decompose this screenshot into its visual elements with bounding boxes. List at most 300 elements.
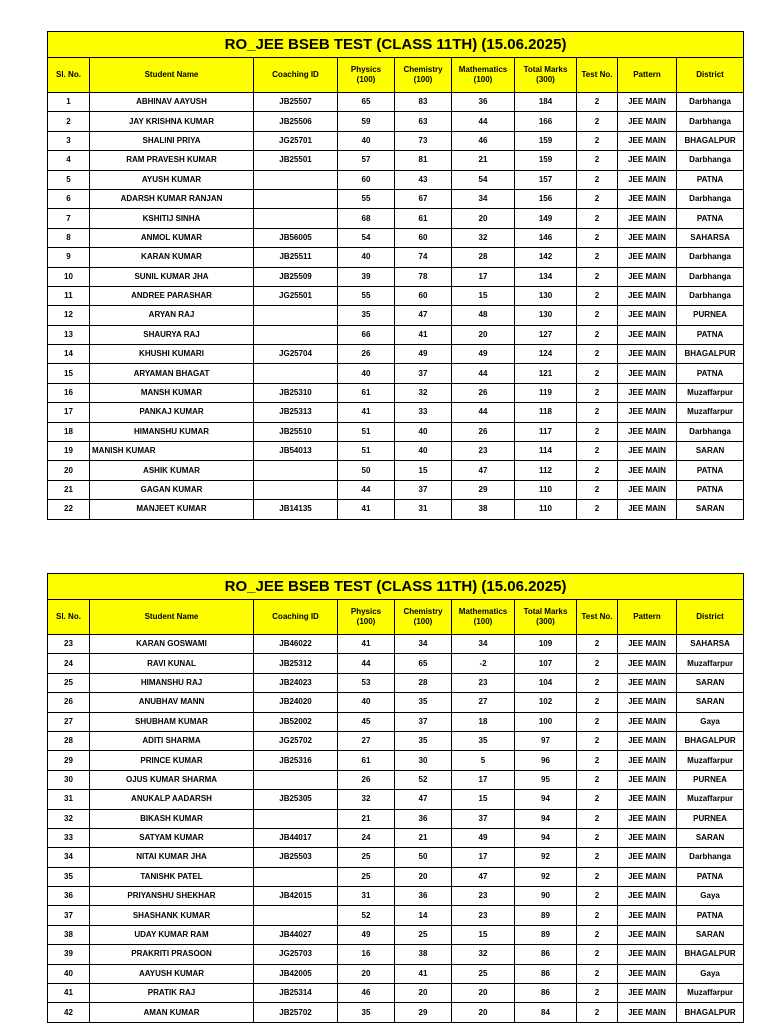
student-name-cell: ARYAMAN BHAGAT <box>90 364 254 383</box>
mathematics-cell: 46 <box>452 131 515 150</box>
physics-cell: 26 <box>338 345 395 364</box>
test-no-cell: 2 <box>577 248 618 267</box>
chemistry-cell: 14 <box>395 906 452 925</box>
table-row <box>48 131 744 150</box>
physics-cell: 35 <box>338 1003 395 1022</box>
physics-cell: 51 <box>338 422 395 441</box>
test-no-cell: 2 <box>577 984 618 1003</box>
table-row <box>48 345 744 364</box>
sl-no-cell: 13 <box>48 325 90 344</box>
coaching-id-cell: JB25511 <box>254 248 338 267</box>
district-cell: PATNA <box>677 906 744 925</box>
pattern-cell: JEE MAIN <box>618 945 677 964</box>
chemistry-cell: 67 <box>395 189 452 208</box>
table-row <box>48 828 744 847</box>
student-name-cell: SATYAM KUMAR <box>90 828 254 847</box>
district-cell: Darbhanga <box>677 286 744 305</box>
chemistry-cell: 21 <box>395 828 452 847</box>
pattern-cell: JEE MAIN <box>618 345 677 364</box>
sl-no-cell: 32 <box>48 809 90 828</box>
table-row <box>48 209 744 228</box>
coaching-id-cell <box>254 364 338 383</box>
mathematics-header: Mathematics (100) <box>452 58 515 93</box>
mathematics-cell: 44 <box>452 364 515 383</box>
table-row <box>48 731 744 750</box>
pattern-cell: JEE MAIN <box>618 189 677 208</box>
table-row <box>48 848 744 867</box>
coaching-id-cell: JB25509 <box>254 267 338 286</box>
pattern-cell: JEE MAIN <box>618 1003 677 1022</box>
table-row <box>48 93 744 112</box>
table-row <box>48 712 744 731</box>
test-no-cell: 2 <box>577 906 618 925</box>
mathematics-cell: 49 <box>452 345 515 364</box>
table-row <box>48 189 744 208</box>
district-cell: BHAGALPUR <box>677 345 744 364</box>
district-cell: PURNEA <box>677 770 744 789</box>
chemistry-cell: 15 <box>395 461 452 480</box>
sl-no-cell: 33 <box>48 828 90 847</box>
table-row <box>48 654 744 673</box>
table-row <box>48 887 744 906</box>
table-row <box>48 984 744 1003</box>
test-no-cell: 2 <box>577 131 618 150</box>
district-cell: Darbhanga <box>677 848 744 867</box>
table-row <box>48 461 744 480</box>
district-cell: PATNA <box>677 170 744 189</box>
coaching-id-cell: JB25316 <box>254 751 338 770</box>
student-name-cell: MANISH KUMAR <box>90 442 254 461</box>
total-marks-header: Total Marks (300) <box>515 58 577 93</box>
student-name-cell: ANMOL KUMAR <box>90 228 254 247</box>
pattern-cell: JEE MAIN <box>618 422 677 441</box>
coaching-id-cell <box>254 480 338 499</box>
test-no-cell: 2 <box>577 170 618 189</box>
coaching-id-cell <box>254 461 338 480</box>
district-header: District <box>677 58 744 93</box>
sl-no-header: Sl. No. <box>48 58 90 93</box>
total-marks-cell: 94 <box>515 809 577 828</box>
table-body <box>48 93 744 520</box>
sl-no-cell: 11 <box>48 286 90 305</box>
chemistry-cell: 47 <box>395 790 452 809</box>
district-cell: PURNEA <box>677 809 744 828</box>
district-cell: Darbhanga <box>677 189 744 208</box>
coaching-id-cell: JB56005 <box>254 228 338 247</box>
test-no-cell: 2 <box>577 635 618 654</box>
table-row <box>48 906 744 925</box>
physics-cell: 41 <box>338 500 395 519</box>
pattern-cell: JEE MAIN <box>618 635 677 654</box>
chemistry-cell: 36 <box>395 809 452 828</box>
coaching-id-cell: JB25503 <box>254 848 338 867</box>
physics-cell: 21 <box>338 809 395 828</box>
coaching-id-header: Coaching ID <box>254 58 338 93</box>
district-cell: Gaya <box>677 712 744 731</box>
district-cell: PATNA <box>677 209 744 228</box>
student-name-cell: KHUSHI KUMARI <box>90 345 254 364</box>
district-cell: SAHARSA <box>677 228 744 247</box>
physics-cell: 45 <box>338 712 395 731</box>
total-marks-cell: 94 <box>515 828 577 847</box>
physics-header: Physics (100) <box>338 600 395 635</box>
student-name-cell: ABHINAV AAYUSH <box>90 93 254 112</box>
student-name-cell: ADITI SHARMA <box>90 731 254 750</box>
district-cell: PURNEA <box>677 306 744 325</box>
total-marks-cell: 142 <box>515 248 577 267</box>
physics-cell: 66 <box>338 325 395 344</box>
chemistry-cell: 73 <box>395 131 452 150</box>
physics-cell: 31 <box>338 887 395 906</box>
total-marks-cell: 92 <box>515 848 577 867</box>
test-no-cell: 2 <box>577 209 618 228</box>
mathematics-cell: 44 <box>452 112 515 131</box>
mathematics-cell: 20 <box>452 984 515 1003</box>
student-name-cell: AYUSH KUMAR <box>90 170 254 189</box>
coaching-id-cell: JB54013 <box>254 442 338 461</box>
test-no-cell: 2 <box>577 887 618 906</box>
district-cell: BHAGALPUR <box>677 1003 744 1022</box>
mathematics-cell: 18 <box>452 712 515 731</box>
test-no-cell: 2 <box>577 712 618 731</box>
student-name-cell: SUNIL KUMAR JHA <box>90 267 254 286</box>
coaching-id-cell: JB44017 <box>254 828 338 847</box>
district-cell: Darbhanga <box>677 112 744 131</box>
table-row <box>48 770 744 789</box>
total-marks-cell: 102 <box>515 693 577 712</box>
table-row <box>48 286 744 305</box>
coaching-id-cell <box>254 770 338 789</box>
district-cell: Gaya <box>677 964 744 983</box>
table-row <box>48 383 744 402</box>
test-no-cell: 2 <box>577 403 618 422</box>
header-row <box>48 600 744 635</box>
chemistry-cell: 74 <box>395 248 452 267</box>
sl-no-cell: 40 <box>48 964 90 983</box>
chemistry-cell: 36 <box>395 887 452 906</box>
total-marks-cell: 94 <box>515 790 577 809</box>
coaching-id-cell <box>254 325 338 344</box>
total-marks-cell: 127 <box>515 325 577 344</box>
pattern-cell: JEE MAIN <box>618 770 677 789</box>
table-row <box>48 673 744 692</box>
district-cell: PATNA <box>677 480 744 499</box>
district-cell: SAHARSA <box>677 635 744 654</box>
physics-header: Physics (100) <box>338 58 395 93</box>
total-marks-cell: 117 <box>515 422 577 441</box>
sl-no-cell: 12 <box>48 306 90 325</box>
student-name-cell: OJUS KUMAR SHARMA <box>90 770 254 789</box>
physics-cell: 25 <box>338 848 395 867</box>
physics-cell: 35 <box>338 306 395 325</box>
test-no-cell: 2 <box>577 848 618 867</box>
total-marks-cell: 114 <box>515 442 577 461</box>
chemistry-header: Chemistry (100) <box>395 58 452 93</box>
chemistry-cell: 47 <box>395 306 452 325</box>
student-name-cell: AMAN KUMAR <box>90 1003 254 1022</box>
chemistry-cell: 20 <box>395 867 452 886</box>
chemistry-cell: 60 <box>395 228 452 247</box>
total-marks-cell: 157 <box>515 170 577 189</box>
test-no-cell: 2 <box>577 364 618 383</box>
sl-no-cell: 36 <box>48 887 90 906</box>
mathematics-cell: 20 <box>452 209 515 228</box>
total-marks-cell: 149 <box>515 209 577 228</box>
physics-cell: 59 <box>338 112 395 131</box>
table-row <box>48 403 744 422</box>
physics-cell: 44 <box>338 654 395 673</box>
coaching-id-cell: JB42005 <box>254 964 338 983</box>
physics-cell: 53 <box>338 673 395 692</box>
pattern-cell: JEE MAIN <box>618 267 677 286</box>
mathematics-header: Mathematics (100) <box>452 600 515 635</box>
chemistry-cell: 41 <box>395 325 452 344</box>
mathematics-cell: 29 <box>452 480 515 499</box>
table-row <box>48 635 744 654</box>
chemistry-cell: 29 <box>395 1003 452 1022</box>
test-no-cell: 2 <box>577 286 618 305</box>
mathematics-cell: 44 <box>452 403 515 422</box>
chemistry-cell: 35 <box>395 693 452 712</box>
total-marks-cell: 146 <box>515 228 577 247</box>
test-no-cell: 2 <box>577 461 618 480</box>
student-name-cell: ARYAN RAJ <box>90 306 254 325</box>
table-row <box>48 442 744 461</box>
coaching-id-cell: JB52002 <box>254 712 338 731</box>
student-name-cell: RAVI KUNAL <box>90 654 254 673</box>
mathematics-cell: 34 <box>452 189 515 208</box>
sl-no-cell: 15 <box>48 364 90 383</box>
student-name-cell: PRAKRITI PRASOON <box>90 945 254 964</box>
test-no-cell: 2 <box>577 770 618 789</box>
table-row <box>48 693 744 712</box>
district-cell: Darbhanga <box>677 151 744 170</box>
sl-no-cell: 35 <box>48 867 90 886</box>
total-marks-cell: 86 <box>515 964 577 983</box>
sl-no-cell: 23 <box>48 635 90 654</box>
test-no-cell: 2 <box>577 93 618 112</box>
coaching-id-cell <box>254 170 338 189</box>
sl-no-cell: 22 <box>48 500 90 519</box>
test-no-cell: 2 <box>577 945 618 964</box>
coaching-id-cell: JB24020 <box>254 693 338 712</box>
student-name-header: Student Name <box>90 600 254 635</box>
total-marks-cell: 130 <box>515 286 577 305</box>
total-marks-cell: 110 <box>515 480 577 499</box>
mathematics-cell: 26 <box>452 422 515 441</box>
mathematics-cell: 15 <box>452 286 515 305</box>
test-no-cell: 2 <box>577 228 618 247</box>
chemistry-cell: 52 <box>395 770 452 789</box>
mathematics-cell: 26 <box>452 383 515 402</box>
sl-no-cell: 21 <box>48 480 90 499</box>
physics-cell: 40 <box>338 131 395 150</box>
chemistry-header: Chemistry (100) <box>395 600 452 635</box>
mathematics-cell: 17 <box>452 848 515 867</box>
pattern-cell: JEE MAIN <box>618 480 677 499</box>
test-no-cell: 2 <box>577 112 618 131</box>
table-row <box>48 500 744 519</box>
coaching-id-cell <box>254 809 338 828</box>
physics-cell: 65 <box>338 93 395 112</box>
total-marks-cell: 89 <box>515 925 577 944</box>
test-no-cell: 2 <box>577 306 618 325</box>
pattern-cell: JEE MAIN <box>618 442 677 461</box>
mathematics-cell: 23 <box>452 887 515 906</box>
total-marks-cell: 112 <box>515 461 577 480</box>
mathematics-cell: 5 <box>452 751 515 770</box>
student-name-cell: JAY KRISHNA KUMAR <box>90 112 254 131</box>
pattern-cell: JEE MAIN <box>618 306 677 325</box>
physics-cell: 26 <box>338 770 395 789</box>
table-row <box>48 151 744 170</box>
physics-cell: 54 <box>338 228 395 247</box>
mathematics-cell: 47 <box>452 867 515 886</box>
table-row <box>48 1003 744 1022</box>
coaching-id-cell: JB25507 <box>254 93 338 112</box>
total-marks-cell: 156 <box>515 189 577 208</box>
pattern-cell: JEE MAIN <box>618 112 677 131</box>
district-cell: SARAN <box>677 693 744 712</box>
pattern-cell: JEE MAIN <box>618 286 677 305</box>
sl-no-cell: 31 <box>48 790 90 809</box>
pattern-cell: JEE MAIN <box>618 209 677 228</box>
coaching-id-cell: JB25314 <box>254 984 338 1003</box>
district-cell: SARAN <box>677 925 744 944</box>
physics-cell: 39 <box>338 267 395 286</box>
physics-cell: 55 <box>338 286 395 305</box>
district-cell: PATNA <box>677 867 744 886</box>
test-no-cell: 2 <box>577 751 618 770</box>
physics-cell: 46 <box>338 984 395 1003</box>
total-marks-header: Total Marks (300) <box>515 600 577 635</box>
table-row <box>48 422 744 441</box>
sl-no-cell: 17 <box>48 403 90 422</box>
district-cell: Muzaffarpur <box>677 383 744 402</box>
coaching-id-cell: JB25510 <box>254 422 338 441</box>
coaching-id-cell: JB24023 <box>254 673 338 692</box>
total-marks-cell: 130 <box>515 306 577 325</box>
student-name-cell: ANDREE PARASHAR <box>90 286 254 305</box>
pattern-cell: JEE MAIN <box>618 925 677 944</box>
total-marks-cell: 134 <box>515 267 577 286</box>
test-no-cell: 2 <box>577 964 618 983</box>
chemistry-cell: 20 <box>395 984 452 1003</box>
student-name-cell: AAYUSH KUMAR <box>90 964 254 983</box>
mathematics-cell: 20 <box>452 1003 515 1022</box>
district-cell: Gaya <box>677 887 744 906</box>
sl-no-cell: 16 <box>48 383 90 402</box>
student-name-cell: PANKAJ KUMAR <box>90 403 254 422</box>
total-marks-cell: 110 <box>515 500 577 519</box>
mathematics-cell: 34 <box>452 635 515 654</box>
sl-no-cell: 25 <box>48 673 90 692</box>
total-marks-cell: 159 <box>515 131 577 150</box>
result-table-2 <box>47 573 744 1023</box>
pattern-cell: JEE MAIN <box>618 654 677 673</box>
table-row <box>48 170 744 189</box>
coaching-id-cell: JG25702 <box>254 731 338 750</box>
sl-no-cell: 10 <box>48 267 90 286</box>
test-no-cell: 2 <box>577 731 618 750</box>
pattern-cell: JEE MAIN <box>618 248 677 267</box>
chemistry-cell: 41 <box>395 964 452 983</box>
total-marks-cell: 118 <box>515 403 577 422</box>
coaching-id-cell: JB42015 <box>254 887 338 906</box>
chemistry-cell: 31 <box>395 500 452 519</box>
district-cell: Muzaffarpur <box>677 984 744 1003</box>
coaching-id-cell: JB25312 <box>254 654 338 673</box>
district-cell: Darbhanga <box>677 248 744 267</box>
pattern-cell: JEE MAIN <box>618 131 677 150</box>
mathematics-cell: 28 <box>452 248 515 267</box>
district-cell: Darbhanga <box>677 267 744 286</box>
mathematics-cell: 36 <box>452 93 515 112</box>
student-name-header: Student Name <box>90 58 254 93</box>
pattern-cell: JEE MAIN <box>618 751 677 770</box>
physics-cell: 50 <box>338 461 395 480</box>
test-no-header: Test No. <box>577 58 618 93</box>
sl-no-cell: 37 <box>48 906 90 925</box>
sl-no-cell: 26 <box>48 693 90 712</box>
mathematics-cell: 21 <box>452 151 515 170</box>
district-cell: BHAGALPUR <box>677 731 744 750</box>
student-name-cell: GAGAN KUMAR <box>90 480 254 499</box>
test-no-cell: 2 <box>577 267 618 286</box>
student-name-cell: RAM PRAVESH KUMAR <box>90 151 254 170</box>
chemistry-cell: 61 <box>395 209 452 228</box>
mathematics-cell: 48 <box>452 306 515 325</box>
total-marks-cell: 95 <box>515 770 577 789</box>
chemistry-cell: 81 <box>395 151 452 170</box>
table-row <box>48 751 744 770</box>
sl-no-cell: 30 <box>48 770 90 789</box>
district-cell: SARAN <box>677 442 744 461</box>
sl-no-cell: 42 <box>48 1003 90 1022</box>
sl-no-cell: 38 <box>48 925 90 944</box>
table-row <box>48 306 744 325</box>
district-cell: SARAN <box>677 500 744 519</box>
sl-no-cell: 27 <box>48 712 90 731</box>
pattern-cell: JEE MAIN <box>618 673 677 692</box>
sl-no-cell: 3 <box>48 131 90 150</box>
test-no-cell: 2 <box>577 693 618 712</box>
district-cell: PATNA <box>677 461 744 480</box>
pattern-cell: JEE MAIN <box>618 790 677 809</box>
sl-no-cell: 20 <box>48 461 90 480</box>
sl-no-cell: 9 <box>48 248 90 267</box>
pattern-cell: JEE MAIN <box>618 325 677 344</box>
test-no-cell: 2 <box>577 654 618 673</box>
pattern-cell: JEE MAIN <box>618 906 677 925</box>
student-name-cell: ANUBHAV MANN <box>90 693 254 712</box>
total-marks-cell: 119 <box>515 383 577 402</box>
total-marks-cell: 107 <box>515 654 577 673</box>
pattern-cell: JEE MAIN <box>618 984 677 1003</box>
physics-cell: 68 <box>338 209 395 228</box>
test-no-cell: 2 <box>577 383 618 402</box>
result-table-1 <box>47 31 744 520</box>
total-marks-cell: 86 <box>515 945 577 964</box>
district-cell: Muzaffarpur <box>677 654 744 673</box>
test-no-cell: 2 <box>577 809 618 828</box>
test-no-cell: 2 <box>577 1003 618 1022</box>
chemistry-cell: 37 <box>395 712 452 731</box>
district-cell: Muzaffarpur <box>677 751 744 770</box>
mathematics-cell: 17 <box>452 770 515 789</box>
test-no-cell: 2 <box>577 189 618 208</box>
chemistry-cell: 78 <box>395 267 452 286</box>
